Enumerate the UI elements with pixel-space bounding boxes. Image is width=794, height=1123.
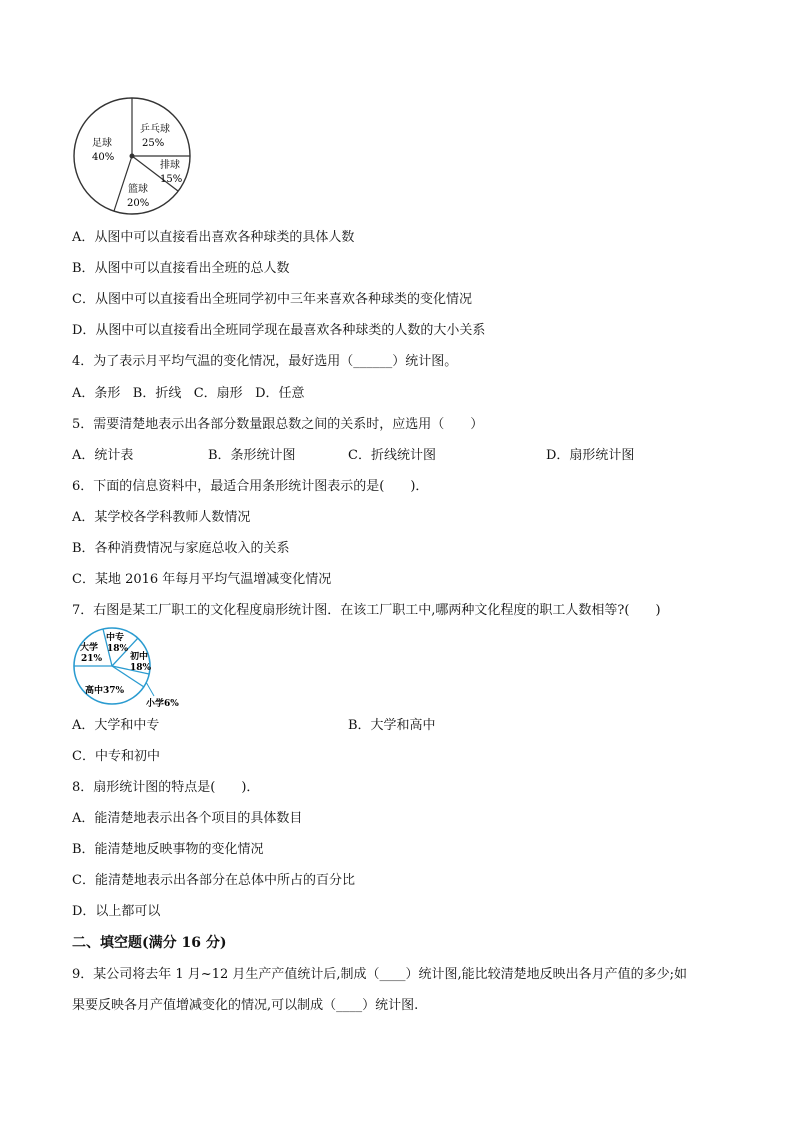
q5-option-d: D．扇形统计图 — [546, 448, 635, 463]
pie2-pct-junior: 18% — [130, 663, 152, 673]
q9-line1: 9．某公司将去年 1 月~12 月生产产值统计后,制成（____）统计图,能比较清楚地反映出各月产值的多少;如 — [72, 967, 688, 982]
q5-option-c: C．折线统计图 — [348, 448, 436, 463]
pie2-pointer-primary — [146, 682, 154, 696]
q7-stem: 7．右图是某工厂职工的文化程度扇形统计图．在该工厂职工中,哪两种文化程度的职工人数相等?( ) — [72, 603, 661, 618]
q8-option-d: D．以上都可以 — [72, 904, 161, 919]
q6-option-c: C．某地 2016 年每月平均气温增减变化情况 — [72, 572, 332, 587]
q4-stem: 4．为了表示月平均气温的变化情况，最好选用（______）统计图。 — [72, 354, 458, 369]
pie1-center-dot — [130, 154, 135, 159]
pie2-label-college: 大学 — [80, 643, 99, 653]
pie2-label-senior-name: 高中 — [85, 686, 104, 696]
pie1-pct-pingpong: 25% — [142, 138, 165, 149]
pie1-label-basketball: 篮球 — [128, 184, 148, 195]
q7-option-b: B．大学和高中 — [348, 718, 436, 733]
pie2-label-junior: 初中 — [130, 652, 149, 662]
pie1-label-football: 足球 — [92, 138, 112, 149]
pie2-label-primary — [146, 697, 179, 709]
q8-option-b: B．能清楚地反映事物的变化情况 — [72, 842, 264, 857]
q7-option-a: A．大学和中专 — [72, 718, 160, 733]
pie2-pct-college: 21% — [81, 654, 103, 664]
education-pie-chart — [70, 626, 190, 714]
pie1-pct-football: 40% — [92, 152, 115, 163]
pie2-label-senior — [85, 684, 125, 696]
pie1-pct-basketball: 20% — [127, 198, 150, 209]
q3-option-c: C．从图中可以直接看出全班同学初中三年来喜欢各种球类的变化情况 — [72, 292, 472, 307]
pie2-label-primary-name: 小学 — [146, 699, 165, 709]
q6-stem: 6．下面的信息资料中，最适合用条形统计图表示的是( )． — [72, 479, 429, 494]
q6-option-b: B．各种消费情况与家庭总收入的关系 — [72, 541, 290, 556]
q4-options: A．条形 B．折线 C．扇形 D．任意 — [72, 386, 305, 401]
q9-line2: 果要反映各月产值增减变化的情况,可以制成（____）统计图. — [72, 998, 419, 1013]
q8-stem: 8．扇形统计图的特点是( )． — [72, 780, 260, 795]
q5-option-a: A．统计表 — [72, 448, 134, 463]
q8-option-a: A．能清楚地表示出各个项目的具体数目 — [72, 811, 303, 826]
pie1-label-volleyball: 排球 — [160, 160, 180, 171]
ball-sports-pie-chart — [68, 94, 198, 224]
pie1-pct-volleyball: 15% — [160, 174, 183, 185]
q8-option-c: C．能清楚地表示出各部分在总体中所占的百分比 — [72, 873, 355, 888]
pie2-label-technical: 中专 — [106, 633, 125, 643]
pie2-pct-technical: 18% — [107, 644, 129, 654]
q5-stem: 5．需要清楚地表示出各部分数量跟总数之间的关系时，应选用（ ） — [72, 417, 484, 432]
q7-option-c: C．中专和初中 — [72, 749, 160, 764]
q3-option-d: D．从图中可以直接看出全班同学现在最喜欢各种球类的人数的大小关系 — [72, 323, 486, 338]
q3-option-b: B．从图中可以直接看出全班的总人数 — [72, 261, 290, 276]
pie2-label-senior-pct: 37% — [103, 686, 125, 696]
pie1-label-pingpong: 乒乓球 — [140, 124, 170, 135]
q6-option-a: A．某学校各学科教师人数情况 — [72, 510, 251, 525]
pie2-label-primary-pct: 6% — [164, 699, 179, 709]
q3-option-a: A．从图中可以直接看出喜欢各种球类的具体人数 — [72, 230, 355, 245]
section-fill-in-heading: 二、填空题(满分 16 分) — [72, 935, 227, 951]
q5-option-b: B．条形统计图 — [208, 448, 296, 463]
